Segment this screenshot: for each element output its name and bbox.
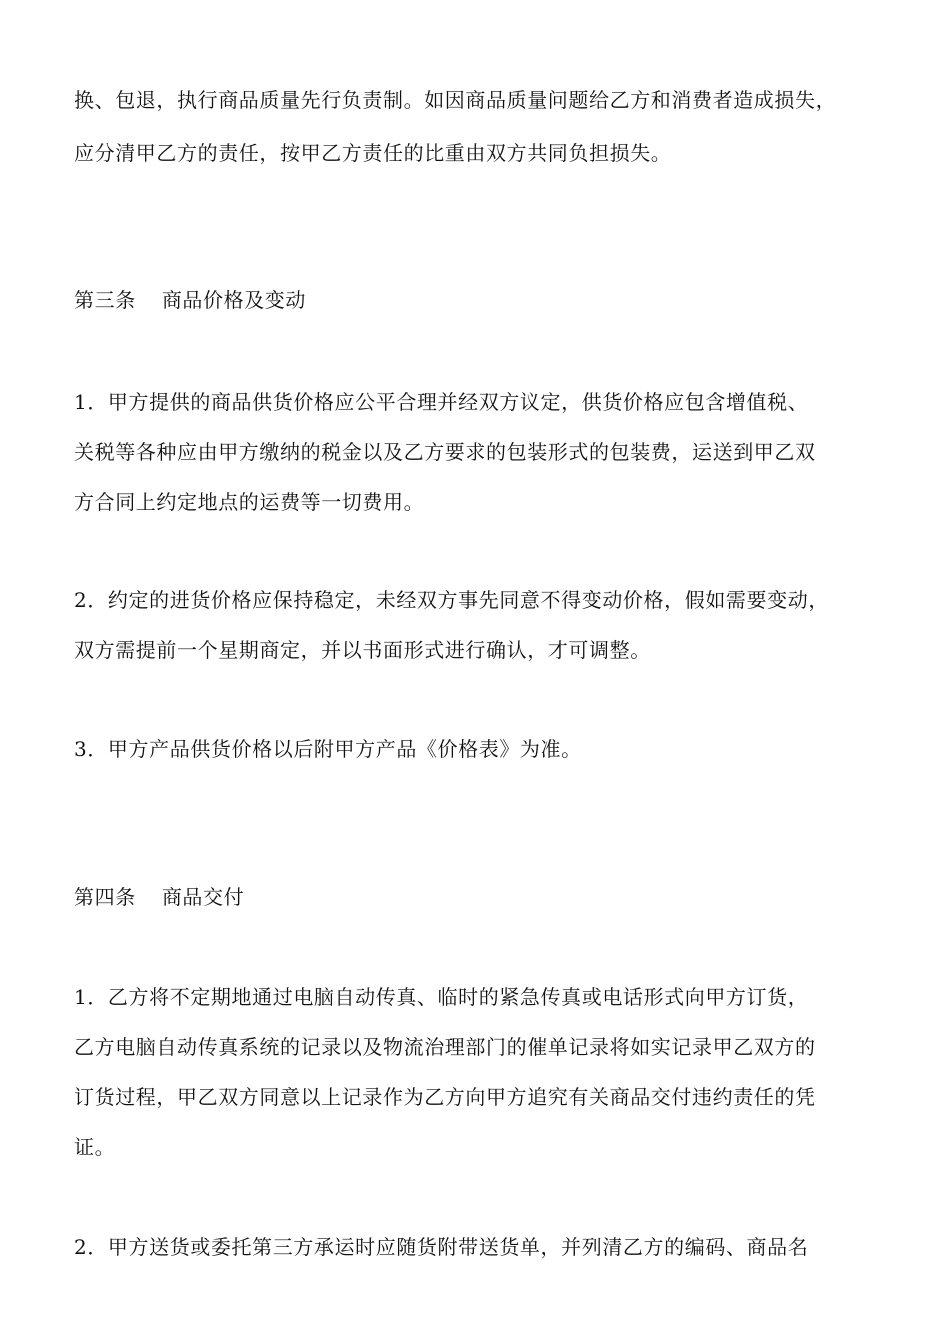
text-line: 双方需提前一个星期商定，并以书面形式进行确认，才可调整。 (74, 638, 651, 662)
text-line: 1．甲方提供的商品供货价格应公平合理并经双方议定，供货价格应包含增值税、 (74, 390, 809, 414)
text-line: 乙方电脑自动传真系统的记录以及物流治理部门的催单记录将如实记录甲乙双方的 (74, 1035, 816, 1059)
text-line: 2．约定的进货价格应保持稳定，未经双方事先同意不得变动价格，假如需要变动， (74, 588, 829, 612)
article-title: 商品交付 (161, 885, 245, 909)
text-line: 证。 (74, 1135, 116, 1159)
text-line: 2．甲方送货或委托第三方承运时应随货附带送货单，并列清乙方的编码、商品名 (74, 1235, 809, 1259)
article-title: 商品价格及变动 (161, 288, 307, 312)
article-number: 第四条 (74, 885, 136, 909)
text-line: 换、包退，执行商品质量先行负责制。如因商品质量问题给乙方和消费者造成损失， (74, 88, 837, 112)
article-4-heading (74, 885, 894, 909)
article-3-heading (74, 288, 894, 312)
article-number: 第三条 (74, 288, 136, 312)
text-line: 订货过程，甲乙双方同意以上记录作为乙方向甲方追究有关商品交付违约责任的凭 (74, 1085, 816, 1109)
text-line: 3．甲方产品供货价格以后附甲方产品《价格表》为准。 (74, 737, 582, 761)
text-line: 应分清甲乙方的责任，按甲乙方责任的比重由双方共同负担损失。 (74, 141, 672, 165)
text-line: 1．乙方将不定期地通过电脑自动传真、临时的紧急传真或电话形式向甲方订货， (74, 985, 809, 1009)
text-line: 关税等各种应由甲方缴纳的税金以及乙方要求的包装形式的包装费，运送到甲乙双 (74, 440, 816, 464)
text-line: 方合同上约定地点的运费等一切费用。 (74, 490, 425, 514)
